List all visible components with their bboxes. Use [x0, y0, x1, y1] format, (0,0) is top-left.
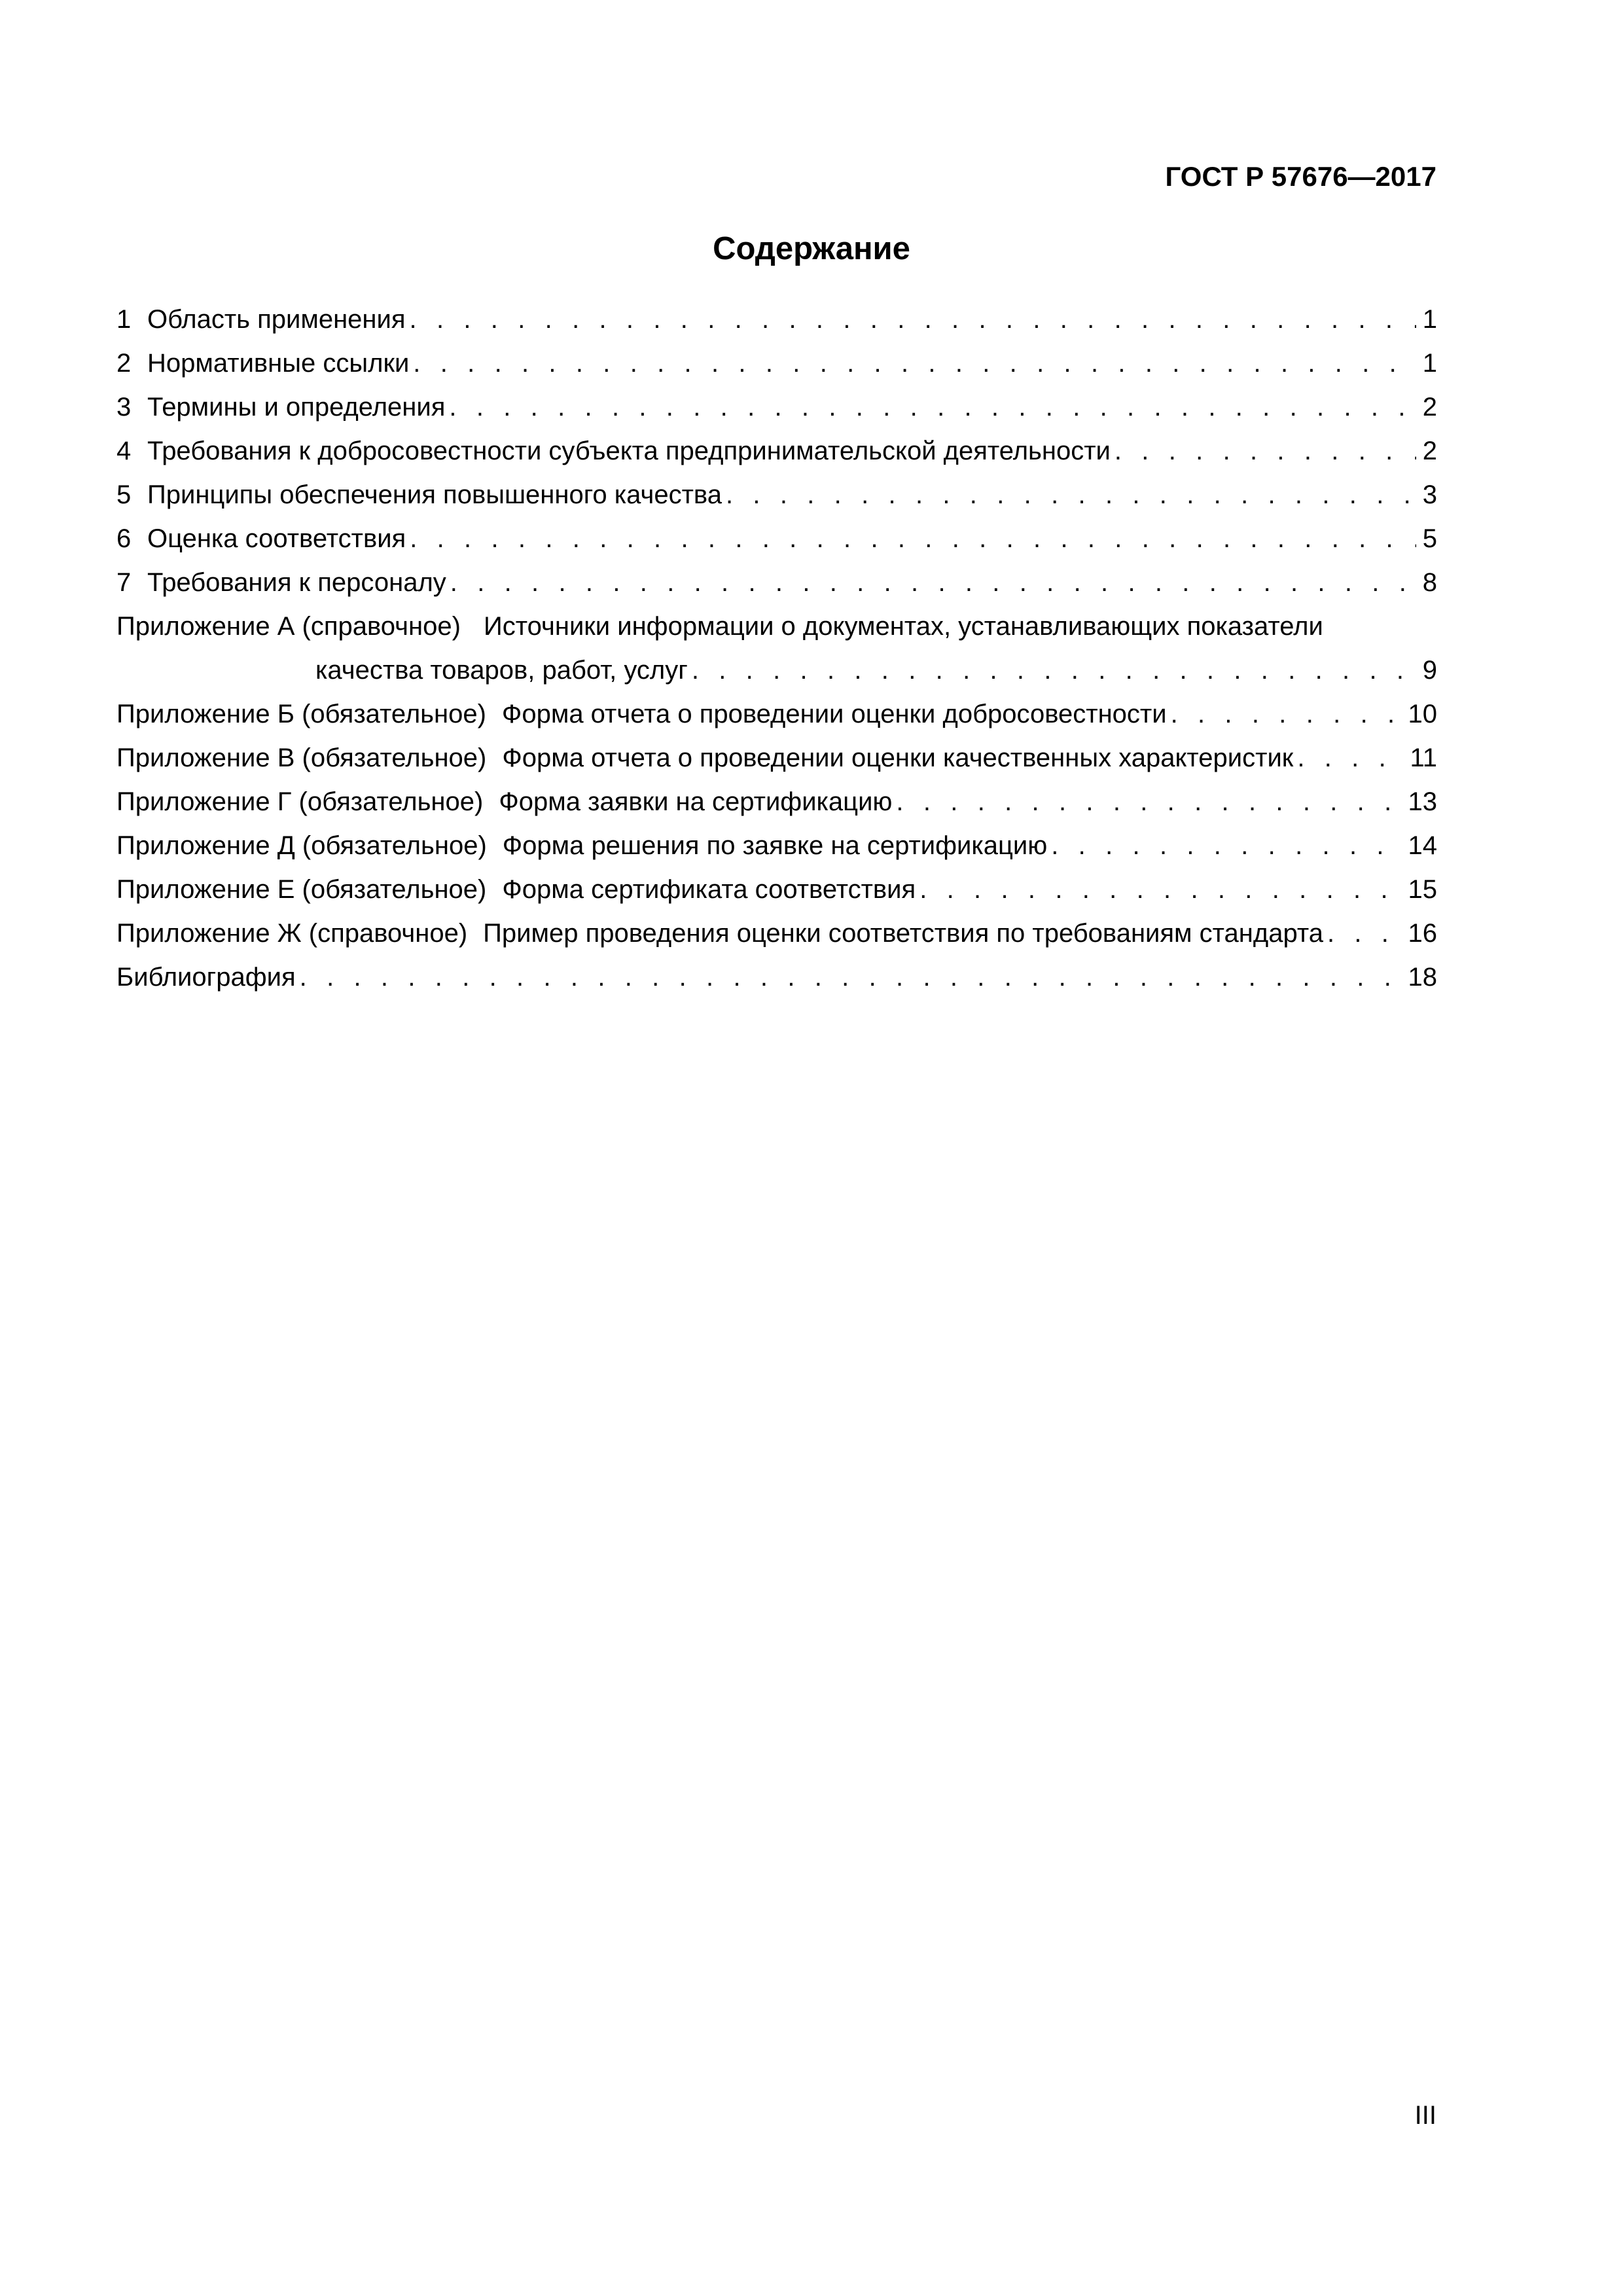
appendix-title-continuation: качества товаров, работ, услуг [315, 656, 688, 685]
toc-entry-page: 16 [1408, 919, 1437, 948]
dot-leader [1051, 824, 1401, 868]
toc-entry-page: 10 [1408, 700, 1437, 728]
toc-entry-appendix[interactable] [116, 912, 1437, 956]
dot-leader [449, 386, 1416, 429]
appendix-title: Форма заявки на сертификацию [499, 787, 893, 816]
toc-entry-page: 5 [1422, 524, 1437, 553]
table-of-contents [116, 298, 1437, 999]
toc-entry-page: 13 [1408, 787, 1437, 816]
dot-leader [300, 956, 1402, 999]
appendix-title: Пример проведения оценки соответствия по требованиям стандарта [483, 919, 1323, 948]
toc-entry-appendix-a[interactable] [116, 605, 1437, 649]
toc-entry-number: 1 [116, 305, 132, 334]
toc-entry-page: 2 [1422, 393, 1437, 422]
toc-entry[interactable] [116, 386, 1437, 429]
toc-entry-appendix[interactable] [116, 824, 1437, 868]
toc-entry[interactable] [116, 429, 1437, 473]
dot-leader [919, 868, 1401, 912]
dot-leader [450, 561, 1416, 605]
appendix-label: Приложение А (справочное) [116, 612, 461, 641]
toc-entry-page: 8 [1422, 568, 1437, 597]
dot-leader [410, 517, 1416, 561]
toc-entry-number: 5 [116, 480, 132, 509]
toc-title: Содержание [713, 231, 910, 266]
toc-entry-appendix[interactable] [116, 736, 1437, 780]
appendix-label: Приложение Е (обязательное) [116, 875, 487, 904]
toc-entry-appendix[interactable] [116, 868, 1437, 912]
dot-leader [413, 342, 1416, 386]
appendix-label: Приложение Д (обязательное) [116, 831, 487, 860]
toc-entry-page: 14 [1408, 831, 1437, 860]
toc-entry[interactable] [116, 298, 1437, 342]
appendix-label: Приложение В (обязательное) [116, 744, 487, 772]
document-code: ГОСТ Р 57676—2017 [1165, 161, 1436, 192]
dot-leader [896, 780, 1401, 824]
dot-leader [692, 649, 1416, 692]
dot-leader [410, 298, 1416, 342]
toc-entry-label: Нормативные ссылки [147, 349, 410, 378]
toc-entry-page: 15 [1408, 875, 1437, 904]
toc-entry-label: Принципы обеспечения повышенного качества [147, 480, 722, 509]
toc-entry-label: Библиография [116, 963, 296, 992]
dot-leader [1327, 912, 1402, 956]
toc-entry-label: Область применения [147, 305, 406, 334]
appendix-title: Форма сертификата соответствия [502, 875, 916, 904]
toc-entry-label: Термины и определения [147, 393, 446, 422]
appendix-title: Форма решения по заявке на сертификацию [502, 831, 1048, 860]
toc-entry[interactable] [116, 473, 1437, 517]
page-number: III [1414, 2101, 1436, 2130]
toc-entry-number: 7 [116, 568, 132, 597]
toc-entry-number: 4 [116, 437, 132, 465]
appendix-label: Приложение Г (обязательное) [116, 787, 484, 816]
appendix-label: Приложение Ж (справочное) [116, 919, 468, 948]
toc-entry-label: Оценка соответствия [147, 524, 406, 553]
toc-entry[interactable] [116, 342, 1437, 386]
toc-entry[interactable] [116, 517, 1437, 561]
toc-entry-page: 3 [1422, 480, 1437, 509]
toc-entry-number: 3 [116, 393, 132, 422]
dot-leader [1297, 736, 1403, 780]
toc-entry-page: 18 [1408, 963, 1437, 992]
toc-entry-appendix-a-continuation[interactable] [116, 649, 1437, 692]
appendix-label: Приложение Б (обязательное) [116, 700, 486, 728]
toc-entry-page: 11 [1410, 744, 1437, 772]
toc-entry-appendix[interactable] [116, 780, 1437, 824]
toc-entry-page: 1 [1422, 349, 1437, 378]
dot-leader [1171, 692, 1402, 736]
toc-entry-page: 9 [1422, 656, 1437, 685]
appendix-title: Источники информации о документах, устанавливающих показатели [484, 612, 1323, 641]
dot-leader [726, 473, 1416, 517]
appendix-title: Форма отчета о проведении оценки добросовестности [501, 700, 1167, 728]
toc-entry-page: 1 [1422, 305, 1437, 334]
toc-entry-page: 2 [1422, 437, 1437, 465]
toc-entry-number: 6 [116, 524, 132, 553]
toc-entry-bibliography[interactable] [116, 956, 1437, 999]
toc-entry-label: Требования к персоналу [147, 568, 446, 597]
toc-entry-number: 2 [116, 349, 132, 378]
appendix-title: Форма отчета о проведении оценки качественных характеристик [502, 744, 1294, 772]
toc-entry-appendix[interactable] [116, 692, 1437, 736]
toc-entry[interactable] [116, 561, 1437, 605]
toc-entry-label: Требования к добросовестности субъекта предпринимательской деятельности [147, 437, 1111, 465]
dot-leader [1115, 429, 1416, 473]
